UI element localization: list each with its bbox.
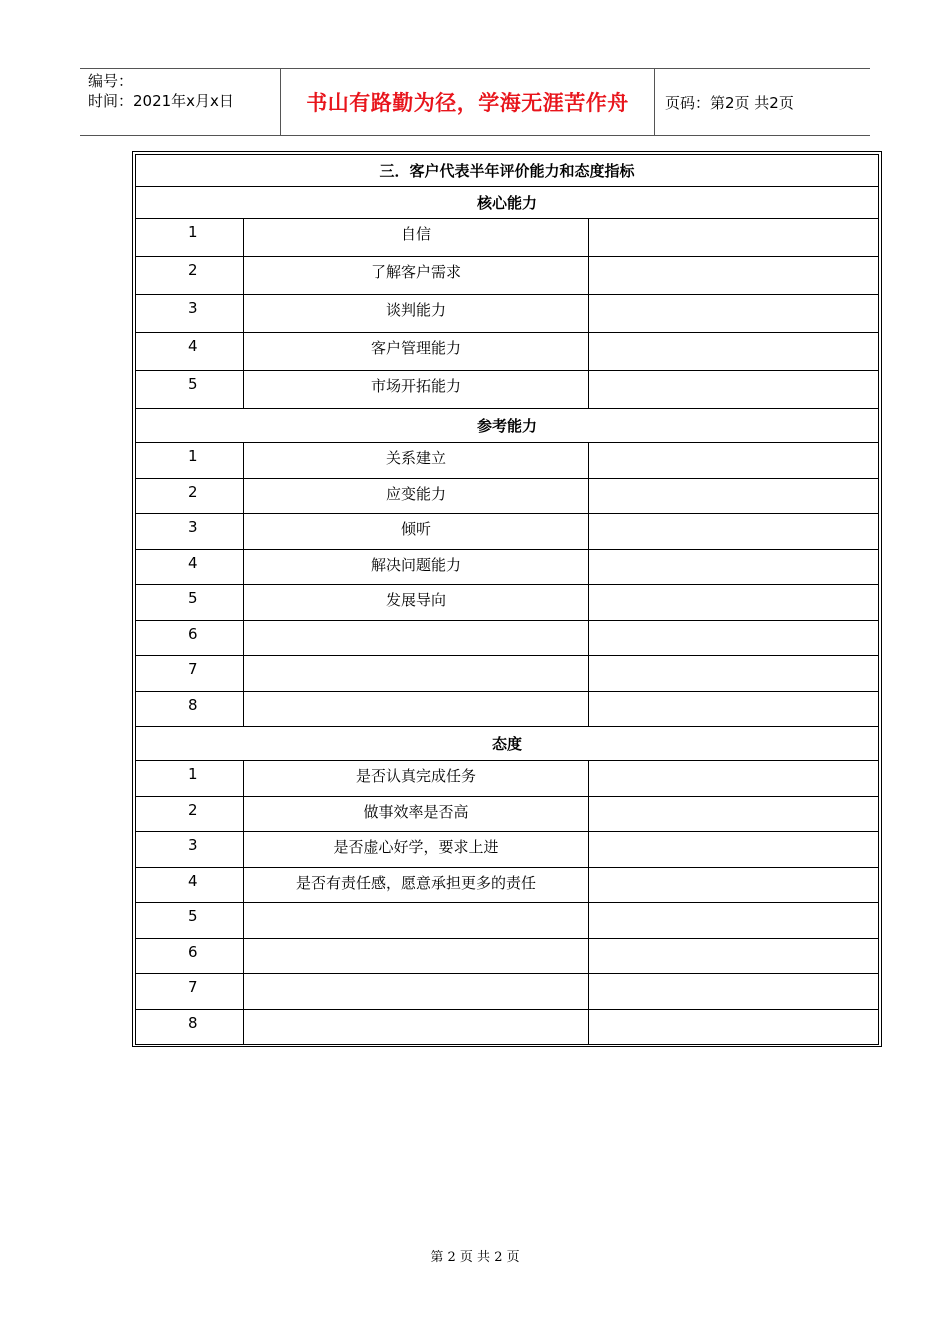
- indicator-item: [244, 938, 589, 974]
- score-cell[interactable]: [589, 514, 879, 550]
- table-row: [136, 1009, 879, 1045]
- indicator-item: 解决问题能力: [244, 549, 589, 585]
- table-row: [136, 656, 879, 692]
- score-cell[interactable]: [589, 333, 879, 371]
- row-number: 7: [136, 974, 244, 1010]
- evaluation-table: [135, 154, 879, 1045]
- table-row: [136, 549, 879, 585]
- section-heading: 态度: [136, 727, 879, 761]
- table-row: [136, 443, 879, 479]
- indicator-item: 是否虚心好学，要求上进: [244, 832, 589, 868]
- table-row: [136, 257, 879, 295]
- indicator-item: 倾听: [244, 514, 589, 550]
- row-number: 3: [136, 832, 244, 868]
- table-row: [136, 761, 879, 797]
- indicator-item: 关系建立: [244, 443, 589, 479]
- table-row: [136, 371, 879, 409]
- score-cell[interactable]: [589, 295, 879, 333]
- evaluation-table-frame: [132, 151, 882, 1047]
- table-row: [136, 295, 879, 333]
- indicator-item: 发展导向: [244, 585, 589, 621]
- section-heading-row: [136, 409, 879, 443]
- table-row: [136, 796, 879, 832]
- indicator-item: [244, 903, 589, 939]
- indicator-item: 谈判能力: [244, 295, 589, 333]
- table-row: [136, 219, 879, 257]
- indicator-item: 是否有责任感，愿意承担更多的责任: [244, 867, 589, 903]
- row-number: 5: [136, 371, 244, 409]
- row-number: 8: [136, 691, 244, 727]
- score-cell[interactable]: [589, 443, 879, 479]
- table-row: [136, 974, 879, 1010]
- table-row: [136, 333, 879, 371]
- page-header: [80, 68, 870, 136]
- score-cell[interactable]: [589, 832, 879, 868]
- indicator-item: 自信: [244, 219, 589, 257]
- indicator-item: 了解客户需求: [244, 257, 589, 295]
- score-cell[interactable]: [589, 549, 879, 585]
- row-number: 8: [136, 1009, 244, 1045]
- table-title: 三．客户代表半年评价能力和态度指标: [136, 155, 879, 187]
- score-cell[interactable]: [589, 620, 879, 656]
- indicator-item: [244, 691, 589, 727]
- section-heading: 核心能力: [136, 187, 879, 219]
- row-number: 2: [136, 796, 244, 832]
- indicator-item: [244, 620, 589, 656]
- score-cell[interactable]: [589, 974, 879, 1010]
- indicator-item: 是否认真完成任务: [244, 761, 589, 797]
- row-number: 5: [136, 903, 244, 939]
- row-number: 4: [136, 549, 244, 585]
- header-meta: [80, 69, 281, 135]
- row-number: 2: [136, 257, 244, 295]
- score-cell[interactable]: [589, 761, 879, 797]
- table-row: [136, 620, 879, 656]
- row-number: 7: [136, 656, 244, 692]
- score-cell[interactable]: [589, 867, 879, 903]
- indicator-item: 市场开拓能力: [244, 371, 589, 409]
- header-motto: 书山有路勤为径，学海无涯苦作舟: [281, 69, 655, 135]
- row-number: 1: [136, 219, 244, 257]
- table-row: [136, 514, 879, 550]
- score-cell[interactable]: [589, 656, 879, 692]
- score-cell[interactable]: [589, 938, 879, 974]
- score-cell[interactable]: [589, 691, 879, 727]
- table-row: [136, 832, 879, 868]
- row-number: 6: [136, 938, 244, 974]
- score-cell[interactable]: [589, 257, 879, 295]
- section-heading-row: [136, 187, 879, 219]
- row-number: 3: [136, 514, 244, 550]
- row-number: 3: [136, 295, 244, 333]
- indicator-item: 应变能力: [244, 478, 589, 514]
- score-cell[interactable]: [589, 1009, 879, 1045]
- table-row: [136, 867, 879, 903]
- section-heading: 参考能力: [136, 409, 879, 443]
- section-heading-row: [136, 727, 879, 761]
- indicator-item: [244, 974, 589, 1010]
- score-cell[interactable]: [589, 796, 879, 832]
- score-cell[interactable]: [589, 585, 879, 621]
- indicator-item: [244, 1009, 589, 1045]
- table-row: [136, 691, 879, 727]
- row-number: 4: [136, 333, 244, 371]
- row-number: 4: [136, 867, 244, 903]
- row-number: 2: [136, 478, 244, 514]
- table-row: [136, 903, 879, 939]
- page-footer: 第 2 页 共 2 页: [430, 1250, 520, 1265]
- indicator-item: 客户管理能力: [244, 333, 589, 371]
- table-row: [136, 938, 879, 974]
- time-label: 时间：2021年x月x日: [88, 92, 234, 110]
- header-page-info: 页码：第2页 共2页: [665, 93, 794, 112]
- table-row: [136, 478, 879, 514]
- table-row: [136, 585, 879, 621]
- score-cell[interactable]: [589, 903, 879, 939]
- serial-label: 编号：: [88, 72, 134, 90]
- indicator-item: [244, 656, 589, 692]
- score-cell[interactable]: [589, 371, 879, 409]
- score-cell[interactable]: [589, 219, 879, 257]
- row-number: 5: [136, 585, 244, 621]
- row-number: 1: [136, 761, 244, 797]
- row-number: 1: [136, 443, 244, 479]
- row-number: 6: [136, 620, 244, 656]
- table-title-row: [136, 155, 879, 187]
- score-cell[interactable]: [589, 478, 879, 514]
- indicator-item: 做事效率是否高: [244, 796, 589, 832]
